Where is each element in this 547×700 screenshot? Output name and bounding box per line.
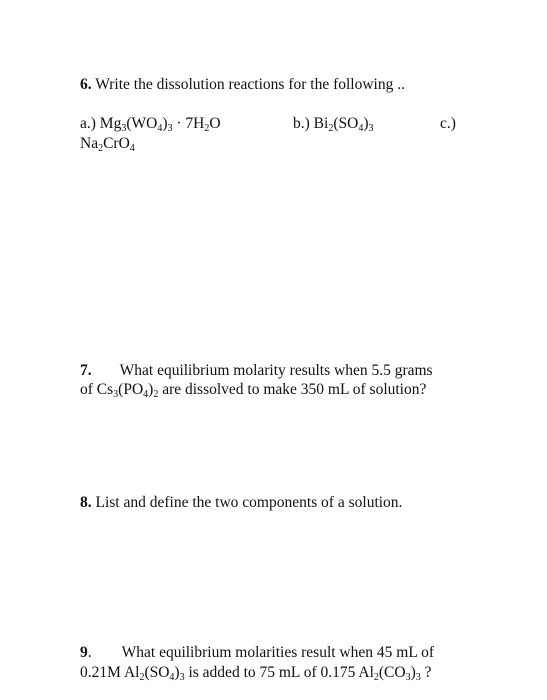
question-6-part-a: a.) $Mg_3(WO_4)_3 \cdot 7H_2O$: [80, 115, 221, 134]
question-number: 7.: [80, 362, 92, 379]
question-6-part-c-label: c.): [440, 115, 456, 132]
question-number: 9: [80, 644, 88, 661]
question-6-part-c-formula: $Na_2CrO_4$: [80, 135, 135, 154]
question-7-line-1: 7. What equilibrium molarity results when 5.5 grams: [80, 362, 433, 379]
question-8: 8. List and define the two components of a solution.: [80, 494, 403, 511]
question-7-line-2: of $Cs_3(PO_4)_2$ are dissolved to make 350 mL of solution?: [80, 381, 427, 400]
question-6-part-b: b.) $Bi_2(SO_4)_3$: [293, 115, 374, 134]
question-9-line-1: 9. What equilibrium molarities result when 45 mL of: [80, 644, 434, 661]
question-number: 6.: [80, 76, 92, 93]
question-prompt: Write the dissolution reactions for the following ..: [95, 76, 405, 93]
question-6-heading: [80, 75, 405, 95]
question-number: 8.: [80, 494, 92, 511]
question-9-line-2: 0.21M $Al_2(SO_4)_3$ is added to 75 mL of 0.175 $Al_2(CO_3)_3$ ?: [80, 664, 432, 683]
